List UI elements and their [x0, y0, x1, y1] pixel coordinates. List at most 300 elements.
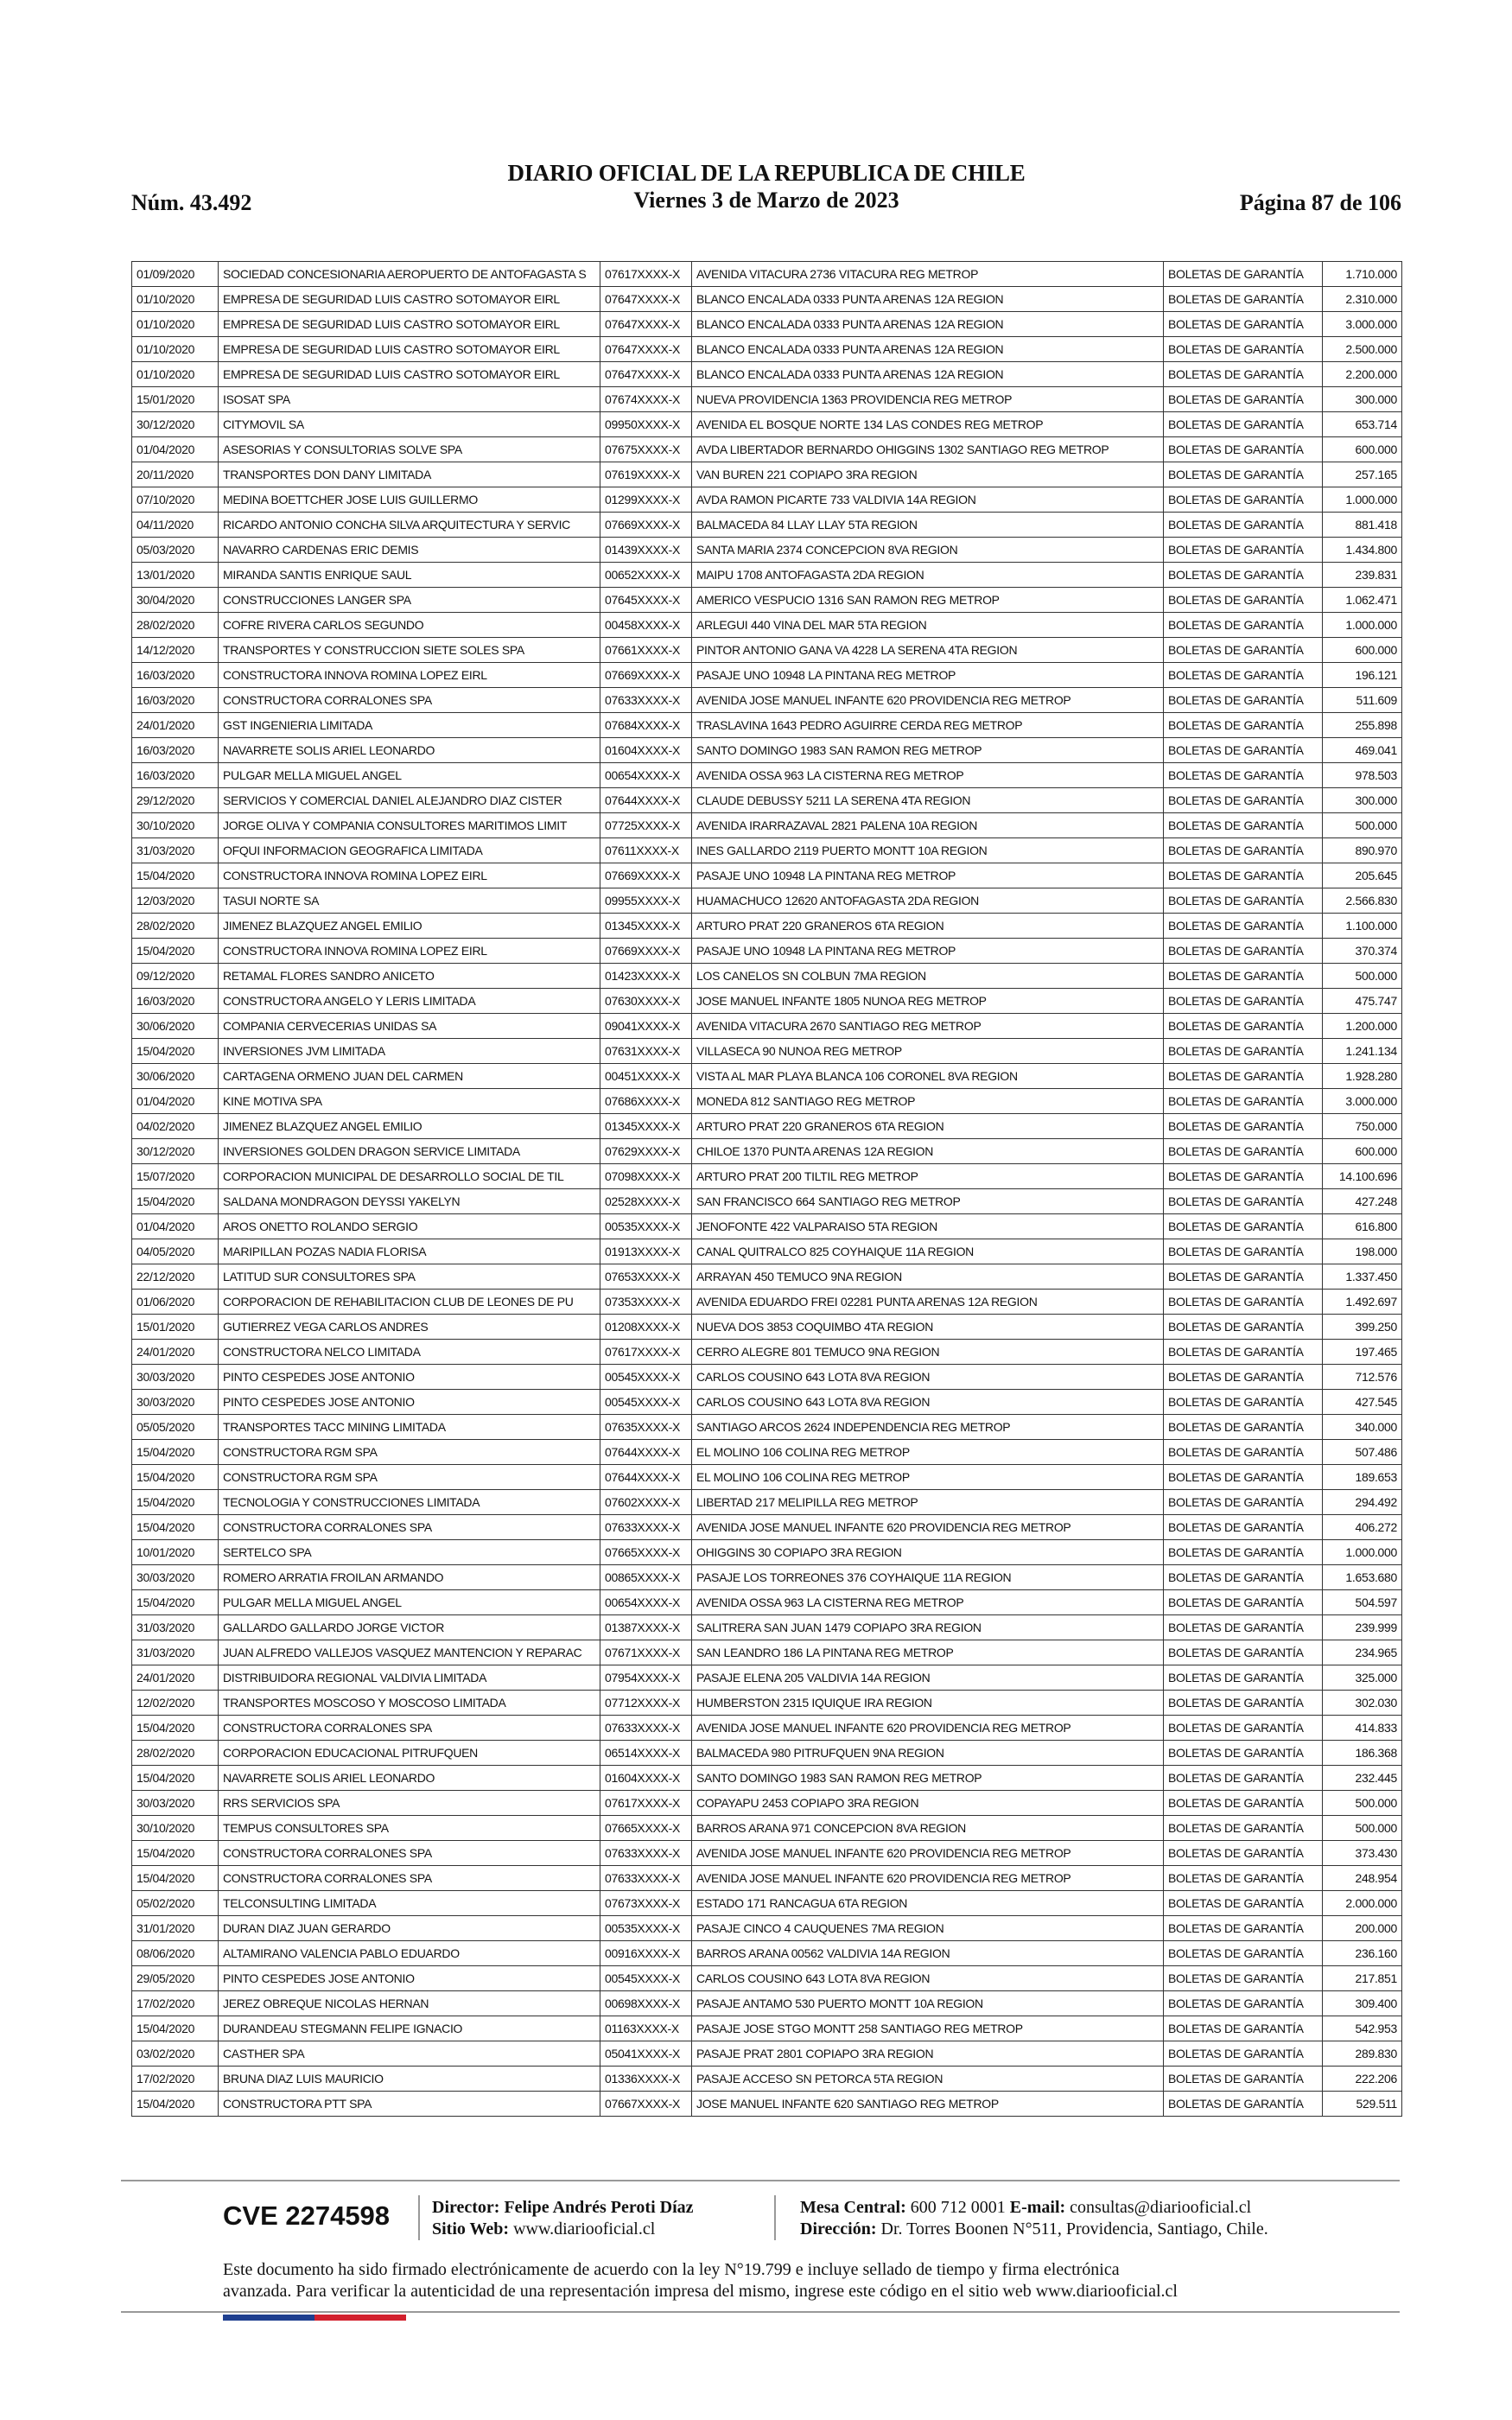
table-row [132, 688, 1402, 713]
amount-cell: 1.434.800 [1323, 538, 1402, 563]
table-row [132, 1916, 1402, 1941]
rut-cell: 07674XXXX-X [600, 387, 692, 412]
type-cell: BOLETAS DE GARANTÍA [1164, 1390, 1323, 1415]
type-cell: BOLETAS DE GARANTÍA [1164, 1239, 1323, 1264]
address-cell: ARTURO PRAT 220 GRANEROS 6TA REGION [692, 914, 1164, 939]
amount-cell: 196.121 [1323, 663, 1402, 688]
date-cell: 30/10/2020 [132, 813, 219, 838]
address-cell: PASAJE LOS TORREONES 376 COYHAIQUE 11A REGION [692, 1565, 1164, 1590]
type-cell: BOLETAS DE GARANTÍA [1164, 487, 1323, 513]
rut-cell: 00652XXXX-X [600, 563, 692, 588]
amount-cell: 3.000.000 [1323, 1089, 1402, 1114]
table-row [132, 838, 1402, 863]
flag-red-bar [314, 2315, 406, 2321]
legal-divider [121, 2311, 1400, 2313]
rut-cell: 07630XXXX-X [600, 989, 692, 1014]
type-cell: BOLETAS DE GARANTÍA [1164, 1565, 1323, 1590]
amount-cell: 1.653.680 [1323, 1565, 1402, 1590]
type-cell: BOLETAS DE GARANTÍA [1164, 1590, 1323, 1615]
footer-divider [121, 2180, 1400, 2181]
name-cell: MIRANDA SANTIS ENRIQUE SAUL [219, 563, 600, 588]
address-cell: SANTA MARIA 2374 CONCEPCION 8VA REGION [692, 538, 1164, 563]
address-cell: PASAJE UNO 10948 LA PINTANA REG METROP [692, 939, 1164, 964]
amount-cell: 507.486 [1323, 1440, 1402, 1465]
amount-cell: 217.851 [1323, 1966, 1402, 1991]
table-row [132, 989, 1402, 1014]
address-label: Dirección: [800, 2219, 877, 2238]
rut-cell: 07669XXXX-X [600, 663, 692, 688]
name-cell: CORPORACION MUNICIPAL DE DESARROLLO SOCIAL DE TIL [219, 1164, 600, 1189]
name-cell: JIMENEZ BLAZQUEZ ANGEL EMILIO [219, 1114, 600, 1139]
rut-cell: 07617XXXX-X [600, 1791, 692, 1816]
type-cell: BOLETAS DE GARANTÍA [1164, 1064, 1323, 1089]
table-row [132, 1039, 1402, 1064]
rut-cell: 07725XXXX-X [600, 813, 692, 838]
publication-title: DIARIO OFICIAL DE LA REPUBLICA DE CHILE [507, 160, 1026, 186]
type-cell: BOLETAS DE GARANTÍA [1164, 1440, 1323, 1465]
date-cell: 17/02/2020 [132, 2067, 219, 2092]
address-cell: AVENIDA IRARRAZAVAL 2821 PALENA 10A REGION [692, 813, 1164, 838]
address-cell: JOSE MANUEL INFANTE 1805 NUNOA REG METROP [692, 989, 1164, 1014]
amount-cell: 1.928.280 [1323, 1064, 1402, 1089]
amount-cell: 500.000 [1323, 813, 1402, 838]
type-cell: BOLETAS DE GARANTÍA [1164, 1465, 1323, 1490]
type-cell: BOLETAS DE GARANTÍA [1164, 513, 1323, 538]
date-cell: 24/01/2020 [132, 713, 219, 738]
rut-cell: 07633XXXX-X [600, 1515, 692, 1540]
name-cell: TRANSPORTES TACC MINING LIMITADA [219, 1415, 600, 1440]
address-cell: ESTADO 171 RANCAGUA 6TA REGION [692, 1891, 1164, 1916]
name-cell: SOCIEDAD CONCESIONARIA AEROPUERTO DE ANTOFAGASTA S [219, 262, 600, 287]
name-cell: CASTHER SPA [219, 2041, 600, 2067]
rut-cell: 00654XXXX-X [600, 1590, 692, 1615]
amount-cell: 399.250 [1323, 1315, 1402, 1340]
amount-cell: 1.241.134 [1323, 1039, 1402, 1064]
amount-cell: 300.000 [1323, 788, 1402, 813]
legal-line: Este documento ha sido firmado electrónicamente de acuerdo con la ley N°19.799 e incluye sellado de tiempo y firma electrónica [223, 2260, 1120, 2279]
name-cell: TRANSPORTES DON DANY LIMITADA [219, 462, 600, 487]
name-cell: CONSTRUCTORA CORRALONES SPA [219, 1716, 600, 1741]
table-row [132, 2016, 1402, 2041]
table-row [132, 1791, 1402, 1816]
address-text: Dr. Torres Boonen N°511, Providencia, Santiago, Chile. [880, 2219, 1268, 2238]
type-cell: BOLETAS DE GARANTÍA [1164, 1315, 1323, 1340]
name-cell: CONSTRUCTORA RGM SPA [219, 1440, 600, 1465]
name-cell: DISTRIBUIDORA REGIONAL VALDIVIA LIMITADA [219, 1665, 600, 1691]
name-cell: CORPORACION EDUCACIONAL PITRUFQUEN [219, 1741, 600, 1766]
table-row [132, 1089, 1402, 1114]
rut-cell: 00916XXXX-X [600, 1941, 692, 1966]
address-cell: AVENIDA JOSE MANUEL INFANTE 620 PROVIDENCIA REG METROP [692, 1866, 1164, 1891]
director-block [432, 2197, 694, 2240]
table-row [132, 1640, 1402, 1665]
mesa-label: Mesa Central: [800, 2198, 906, 2217]
table-row [132, 1214, 1402, 1239]
table-row [132, 563, 1402, 588]
amount-cell: 239.831 [1323, 563, 1402, 588]
rut-cell: 00458XXXX-X [600, 613, 692, 638]
date-cell: 15/04/2020 [132, 1039, 219, 1064]
type-cell: BOLETAS DE GARANTÍA [1164, 888, 1323, 914]
rut-cell: 01423XXXX-X [600, 964, 692, 989]
table-row [132, 462, 1402, 487]
date-cell: 15/04/2020 [132, 1189, 219, 1214]
rut-cell: 07669XXXX-X [600, 513, 692, 538]
date-cell: 15/04/2020 [132, 2092, 219, 2117]
date-cell: 30/10/2020 [132, 1816, 219, 1841]
table-row [132, 1816, 1402, 1841]
rut-cell: 07098XXXX-X [600, 1164, 692, 1189]
date-cell: 08/06/2020 [132, 1941, 219, 1966]
amount-cell: 1.492.697 [1323, 1290, 1402, 1315]
email-link[interactable]: consultas@diariooficial.cl [1070, 2198, 1252, 2217]
date-cell: 04/02/2020 [132, 1114, 219, 1139]
amount-cell: 239.999 [1323, 1615, 1402, 1640]
legal-line: avanzada. Para verificar la autenticidad de una representación impresa del mismo, ingrese este código en el sitio web www.diariooficial.cl [223, 2282, 1178, 2301]
amount-cell: 2.566.830 [1323, 888, 1402, 914]
table-row [132, 1264, 1402, 1290]
rut-cell: 07645XXXX-X [600, 588, 692, 613]
type-cell: BOLETAS DE GARANTÍA [1164, 1991, 1323, 2016]
address-cell: AVENIDA JOSE MANUEL INFANTE 620 PROVIDENCIA REG METROP [692, 1515, 1164, 1540]
amount-cell: 302.030 [1323, 1691, 1402, 1716]
address-cell: BARROS ARANA 00562 VALDIVIA 14A REGION [692, 1941, 1164, 1966]
rut-cell: 01299XXXX-X [600, 487, 692, 513]
name-cell: CONSTRUCTORA PTT SPA [219, 2092, 600, 2117]
address-cell: AVENIDA JOSE MANUEL INFANTE 620 PROVIDENCIA REG METROP [692, 1716, 1164, 1741]
table-row [132, 1991, 1402, 2016]
date-cell: 15/04/2020 [132, 939, 219, 964]
name-cell: EMPRESA DE SEGURIDAD LUIS CASTRO SOTOMAYOR EIRL [219, 312, 600, 337]
rut-cell: 00451XXXX-X [600, 1064, 692, 1089]
date-cell: 15/04/2020 [132, 1866, 219, 1891]
cve-code: CVE 2274598 [223, 2200, 391, 2231]
type-cell: BOLETAS DE GARANTÍA [1164, 1164, 1323, 1189]
amount-cell: 427.248 [1323, 1189, 1402, 1214]
name-cell: CARTAGENA ORMENO JUAN DEL CARMEN [219, 1064, 600, 1089]
rut-cell: 00545XXXX-X [600, 1365, 692, 1390]
amount-cell: 309.400 [1323, 1991, 1402, 2016]
date-cell: 01/10/2020 [132, 287, 219, 312]
table-row [132, 1365, 1402, 1390]
type-cell: BOLETAS DE GARANTÍA [1164, 412, 1323, 437]
type-cell: BOLETAS DE GARANTÍA [1164, 663, 1323, 688]
type-cell: BOLETAS DE GARANTÍA [1164, 387, 1323, 412]
table-row [132, 788, 1402, 813]
amount-cell: 14.100.696 [1323, 1164, 1402, 1189]
type-cell: BOLETAS DE GARANTÍA [1164, 964, 1323, 989]
name-cell: SERTELCO SPA [219, 1540, 600, 1565]
rut-cell: 00545XXXX-X [600, 1390, 692, 1415]
table-row [132, 312, 1402, 337]
website-label: Sitio Web: [432, 2219, 510, 2238]
type-cell: BOLETAS DE GARANTÍA [1164, 1916, 1323, 1941]
type-cell: BOLETAS DE GARANTÍA [1164, 1189, 1323, 1214]
name-cell: GST INGENIERIA LIMITADA [219, 713, 600, 738]
address-cell: HUMBERSTON 2315 IQUIQUE IRA REGION [692, 1691, 1164, 1716]
rut-cell: 01913XXXX-X [600, 1239, 692, 1264]
date-cell: 09/12/2020 [132, 964, 219, 989]
rut-cell: 07669XXXX-X [600, 939, 692, 964]
date-cell: 15/04/2020 [132, 1716, 219, 1741]
name-cell: EMPRESA DE SEGURIDAD LUIS CASTRO SOTOMAYOR EIRL [219, 287, 600, 312]
name-cell: CONSTRUCTORA NELCO LIMITADA [219, 1340, 600, 1365]
rut-cell: 01345XXXX-X [600, 914, 692, 939]
type-cell: BOLETAS DE GARANTÍA [1164, 538, 1323, 563]
type-cell: BOLETAS DE GARANTÍA [1164, 1264, 1323, 1290]
type-cell: BOLETAS DE GARANTÍA [1164, 688, 1323, 713]
address-cell: BALMACEDA 84 LLAY LLAY 5TA REGION [692, 513, 1164, 538]
name-cell: CONSTRUCTORA INNOVA ROMINA LOPEZ EIRL [219, 863, 600, 888]
type-cell: BOLETAS DE GARANTÍA [1164, 1214, 1323, 1239]
type-cell: BOLETAS DE GARANTÍA [1164, 2016, 1323, 2041]
website-link[interactable]: www.diariooficial.cl [513, 2219, 656, 2238]
amount-cell: 600.000 [1323, 638, 1402, 663]
table-row [132, 1064, 1402, 1089]
rut-cell: 07611XXXX-X [600, 838, 692, 863]
name-cell: MARIPILLAN POZAS NADIA FLORISA [219, 1239, 600, 1264]
name-cell: CITYMOVIL SA [219, 412, 600, 437]
amount-cell: 1.337.450 [1323, 1264, 1402, 1290]
type-cell: BOLETAS DE GARANTÍA [1164, 1340, 1323, 1365]
name-cell: TRANSPORTES MOSCOSO Y MOSCOSO LIMITADA [219, 1691, 600, 1716]
address-cell: CERRO ALEGRE 801 TEMUCO 9NA REGION [692, 1340, 1164, 1365]
address-cell: NUEVA PROVIDENCIA 1363 PROVIDENCIA REG METROP [692, 387, 1164, 412]
type-cell: BOLETAS DE GARANTÍA [1164, 1891, 1323, 1916]
address-cell: ARLEGUI 440 VINA DEL MAR 5TA REGION [692, 613, 1164, 638]
rut-cell: 05041XXXX-X [600, 2041, 692, 2067]
name-cell: COFRE RIVERA CARLOS SEGUNDO [219, 613, 600, 638]
name-cell: EMPRESA DE SEGURIDAD LUIS CASTRO SOTOMAYOR EIRL [219, 362, 600, 387]
table-row [132, 262, 1402, 287]
address-cell: PASAJE PRAT 2801 COPIAPO 3RA REGION [692, 2041, 1164, 2067]
address-cell: EL MOLINO 106 COLINA REG METROP [692, 1440, 1164, 1465]
publication-date: Viernes 3 de Marzo de 2023 [633, 188, 899, 213]
address-cell: PASAJE CINCO 4 CAUQUENES 7MA REGION [692, 1916, 1164, 1941]
amount-cell: 978.503 [1323, 763, 1402, 788]
name-cell: CORPORACION DE REHABILITACION CLUB DE LEONES DE PU [219, 1290, 600, 1315]
table-row [132, 513, 1402, 538]
address-cell: BLANCO ENCALADA 0333 PUNTA ARENAS 12A REGION [692, 362, 1164, 387]
address-cell: PASAJE UNO 10948 LA PINTANA REG METROP [692, 663, 1164, 688]
amount-cell: 475.747 [1323, 989, 1402, 1014]
amount-cell: 542.953 [1323, 2016, 1402, 2041]
date-cell: 29/05/2020 [132, 1966, 219, 1991]
amount-cell: 511.609 [1323, 688, 1402, 713]
address-cell: BLANCO ENCALADA 0333 PUNTA ARENAS 12A REGION [692, 312, 1164, 337]
table-row [132, 2067, 1402, 2092]
rut-cell: 09955XXXX-X [600, 888, 692, 914]
type-cell: BOLETAS DE GARANTÍA [1164, 2041, 1323, 2067]
address-cell: PASAJE ANTAMO 530 PUERTO MONTT 10A REGION [692, 1991, 1164, 2016]
name-cell: EMPRESA DE SEGURIDAD LUIS CASTRO SOTOMAYOR EIRL [219, 337, 600, 362]
date-cell: 01/06/2020 [132, 1290, 219, 1315]
name-cell: CONSTRUCTORA RGM SPA [219, 1465, 600, 1490]
name-cell: AROS ONETTO ROLANDO SERGIO [219, 1214, 600, 1239]
address-cell: CARLOS COUSINO 643 LOTA 8VA REGION [692, 1390, 1164, 1415]
date-cell: 05/05/2020 [132, 1415, 219, 1440]
amount-cell: 1.000.000 [1323, 487, 1402, 513]
name-cell: COMPANIA CERVECERIAS UNIDAS SA [219, 1014, 600, 1039]
address-cell: SAN LEANDRO 186 LA PINTANA REG METROP [692, 1640, 1164, 1665]
type-cell: BOLETAS DE GARANTÍA [1164, 1741, 1323, 1766]
name-cell: DURANDEAU STEGMANN FELIPE IGNACIO [219, 2016, 600, 2041]
address-cell: AVENIDA VITACURA 2670 SANTIAGO REG METROP [692, 1014, 1164, 1039]
type-cell: BOLETAS DE GARANTÍA [1164, 1490, 1323, 1515]
address-cell: SANTO DOMINGO 1983 SAN RAMON REG METROP [692, 738, 1164, 763]
amount-cell: 200.000 [1323, 1916, 1402, 1941]
table-row [132, 1716, 1402, 1741]
table-row [132, 1340, 1402, 1365]
name-cell: TRANSPORTES Y CONSTRUCCION SIETE SOLES SPA [219, 638, 600, 663]
address-cell: EL MOLINO 106 COLINA REG METROP [692, 1465, 1164, 1490]
table-row [132, 713, 1402, 738]
rut-cell: 07644XXXX-X [600, 788, 692, 813]
type-cell: BOLETAS DE GARANTÍA [1164, 2067, 1323, 2092]
name-cell: KINE MOTIVA SPA [219, 1089, 600, 1114]
issue-number: Núm. 43.492 [131, 190, 252, 215]
date-cell: 30/06/2020 [132, 1014, 219, 1039]
flag-blue-bar [223, 2315, 314, 2321]
address-cell: AVENIDA JOSE MANUEL INFANTE 620 PROVIDENCIA REG METROP [692, 1841, 1164, 1866]
rut-cell: 07635XXXX-X [600, 1415, 692, 1440]
rut-cell: 07686XXXX-X [600, 1089, 692, 1114]
rut-cell: 07653XXXX-X [600, 1264, 692, 1290]
type-cell: BOLETAS DE GARANTÍA [1164, 939, 1323, 964]
table-row [132, 1665, 1402, 1691]
amount-cell: 500.000 [1323, 964, 1402, 989]
address-cell: PASAJE JOSE STGO MONTT 258 SANTIAGO REG METROP [692, 2016, 1164, 2041]
rut-cell: 07633XXXX-X [600, 688, 692, 713]
date-cell: 13/01/2020 [132, 563, 219, 588]
rut-cell: 07667XXXX-X [600, 2092, 692, 2117]
address-cell: PASAJE ACCESO SN PETORCA 5TA REGION [692, 2067, 1164, 2092]
table-row [132, 1941, 1402, 1966]
amount-cell: 500.000 [1323, 1791, 1402, 1816]
address-cell: INES GALLARDO 2119 PUERTO MONTT 10A REGION [692, 838, 1164, 863]
amount-cell: 373.430 [1323, 1841, 1402, 1866]
date-cell: 01/10/2020 [132, 312, 219, 337]
type-cell: BOLETAS DE GARANTÍA [1164, 863, 1323, 888]
rut-cell: 07661XXXX-X [600, 638, 692, 663]
type-cell: BOLETAS DE GARANTÍA [1164, 1615, 1323, 1640]
table-row [132, 1415, 1402, 1440]
name-cell: PINTO CESPEDES JOSE ANTONIO [219, 1966, 600, 1991]
table-row [132, 663, 1402, 688]
address-cell: AVENIDA OSSA 963 LA CISTERNA REG METROP [692, 763, 1164, 788]
name-cell: CONSTRUCTORA CORRALONES SPA [219, 1515, 600, 1540]
name-cell: NAVARRETE SOLIS ARIEL LEONARDO [219, 738, 600, 763]
amount-cell: 616.800 [1323, 1214, 1402, 1239]
address-cell: SANTO DOMINGO 1983 SAN RAMON REG METROP [692, 1766, 1164, 1791]
name-cell: TELCONSULTING LIMITADA [219, 1891, 600, 1916]
table-row [132, 1440, 1402, 1465]
amount-cell: 186.368 [1323, 1741, 1402, 1766]
type-cell: BOLETAS DE GARANTÍA [1164, 1665, 1323, 1691]
type-cell: BOLETAS DE GARANTÍA [1164, 1691, 1323, 1716]
table-row [132, 437, 1402, 462]
address-cell: CHILOE 1370 PUNTA ARENAS 12A REGION [692, 1139, 1164, 1164]
name-cell: DURAN DIAZ JUAN GERARDO [219, 1916, 600, 1941]
rut-cell: 00535XXXX-X [600, 1916, 692, 1941]
rut-cell: 07647XXXX-X [600, 337, 692, 362]
amount-cell: 236.160 [1323, 1941, 1402, 1966]
table-row [132, 1540, 1402, 1565]
rut-cell: 00545XXXX-X [600, 1966, 692, 1991]
type-cell: BOLETAS DE GARANTÍA [1164, 1114, 1323, 1139]
type-cell: BOLETAS DE GARANTÍA [1164, 1716, 1323, 1741]
amount-cell: 600.000 [1323, 437, 1402, 462]
date-cell: 29/12/2020 [132, 788, 219, 813]
amount-cell: 1.200.000 [1323, 1014, 1402, 1039]
date-cell: 22/12/2020 [132, 1264, 219, 1290]
address-cell: AVENIDA EL BOSQUE NORTE 134 LAS CONDES REG METROP [692, 412, 1164, 437]
address-cell: LIBERTAD 217 MELIPILLA REG METROP [692, 1490, 1164, 1515]
date-cell: 20/11/2020 [132, 462, 219, 487]
table-row [132, 1189, 1402, 1214]
amount-cell: 294.492 [1323, 1490, 1402, 1515]
address-cell: VILLASECA 90 NUNOA REG METROP [692, 1039, 1164, 1064]
date-cell: 15/04/2020 [132, 1490, 219, 1515]
type-cell: BOLETAS DE GARANTÍA [1164, 312, 1323, 337]
name-cell: OFQUI INFORMACION GEOGRAFICA LIMITADA [219, 838, 600, 863]
date-cell: 10/01/2020 [132, 1540, 219, 1565]
address-cell: BARROS ARANA 971 CONCEPCION 8VA REGION [692, 1816, 1164, 1841]
date-cell: 01/04/2020 [132, 1214, 219, 1239]
mesa-phone: 600 712 0001 [910, 2198, 1006, 2217]
amount-cell: 2.000.000 [1323, 1891, 1402, 1916]
date-cell: 30/04/2020 [132, 588, 219, 613]
amount-cell: 469.041 [1323, 738, 1402, 763]
address-cell: BALMACEDA 980 PITRUFQUEN 9NA REGION [692, 1741, 1164, 1766]
name-cell: JIMENEZ BLAZQUEZ ANGEL EMILIO [219, 914, 600, 939]
name-cell: JEREZ OBREQUE NICOLAS HERNAN [219, 1991, 600, 2016]
name-cell: JUAN ALFREDO VALLEJOS VASQUEZ MANTENCION Y REPARAC [219, 1640, 600, 1665]
name-cell: NAVARRO CARDENAS ERIC DEMIS [219, 538, 600, 563]
table-row [132, 362, 1402, 387]
rut-cell: 07647XXXX-X [600, 312, 692, 337]
date-cell: 31/03/2020 [132, 838, 219, 863]
name-cell: RETAMAL FLORES SANDRO ANICETO [219, 964, 600, 989]
type-cell: BOLETAS DE GARANTÍA [1164, 763, 1323, 788]
name-cell: GUTIERREZ VEGA CARLOS ANDRES [219, 1315, 600, 1340]
date-cell: 31/03/2020 [132, 1615, 219, 1640]
date-cell: 16/03/2020 [132, 763, 219, 788]
rut-cell: 07633XXXX-X [600, 1841, 692, 1866]
address-cell: CARLOS COUSINO 643 LOTA 8VA REGION [692, 1365, 1164, 1390]
date-cell: 15/01/2020 [132, 1315, 219, 1340]
table-row [132, 2041, 1402, 2067]
date-cell: 31/03/2020 [132, 1640, 219, 1665]
amount-cell: 1.000.000 [1323, 1540, 1402, 1565]
rut-cell: 01208XXXX-X [600, 1315, 692, 1340]
name-cell: GALLARDO GALLARDO JORGE VICTOR [219, 1615, 600, 1640]
address-cell: PASAJE UNO 10948 LA PINTANA REG METROP [692, 863, 1164, 888]
table-row [132, 1766, 1402, 1791]
type-cell: BOLETAS DE GARANTÍA [1164, 1014, 1323, 1039]
address-cell: COPAYAPU 2453 COPIAPO 3RA REGION [692, 1791, 1164, 1816]
amount-cell: 750.000 [1323, 1114, 1402, 1139]
name-cell: MEDINA BOETTCHER JOSE LUIS GUILLERMO [219, 487, 600, 513]
date-cell: 24/01/2020 [132, 1665, 219, 1691]
rut-cell: 06514XXXX-X [600, 1741, 692, 1766]
table-row [132, 1014, 1402, 1039]
address-cell: AVENIDA EDUARDO FREI 02281 PUNTA ARENAS 12A REGION [692, 1290, 1164, 1315]
name-cell: CONSTRUCTORA CORRALONES SPA [219, 1841, 600, 1866]
rut-cell: 07673XXXX-X [600, 1891, 692, 1916]
name-cell: TASUI NORTE SA [219, 888, 600, 914]
name-cell: INVERSIONES GOLDEN DRAGON SERVICE LIMITADA [219, 1139, 600, 1164]
